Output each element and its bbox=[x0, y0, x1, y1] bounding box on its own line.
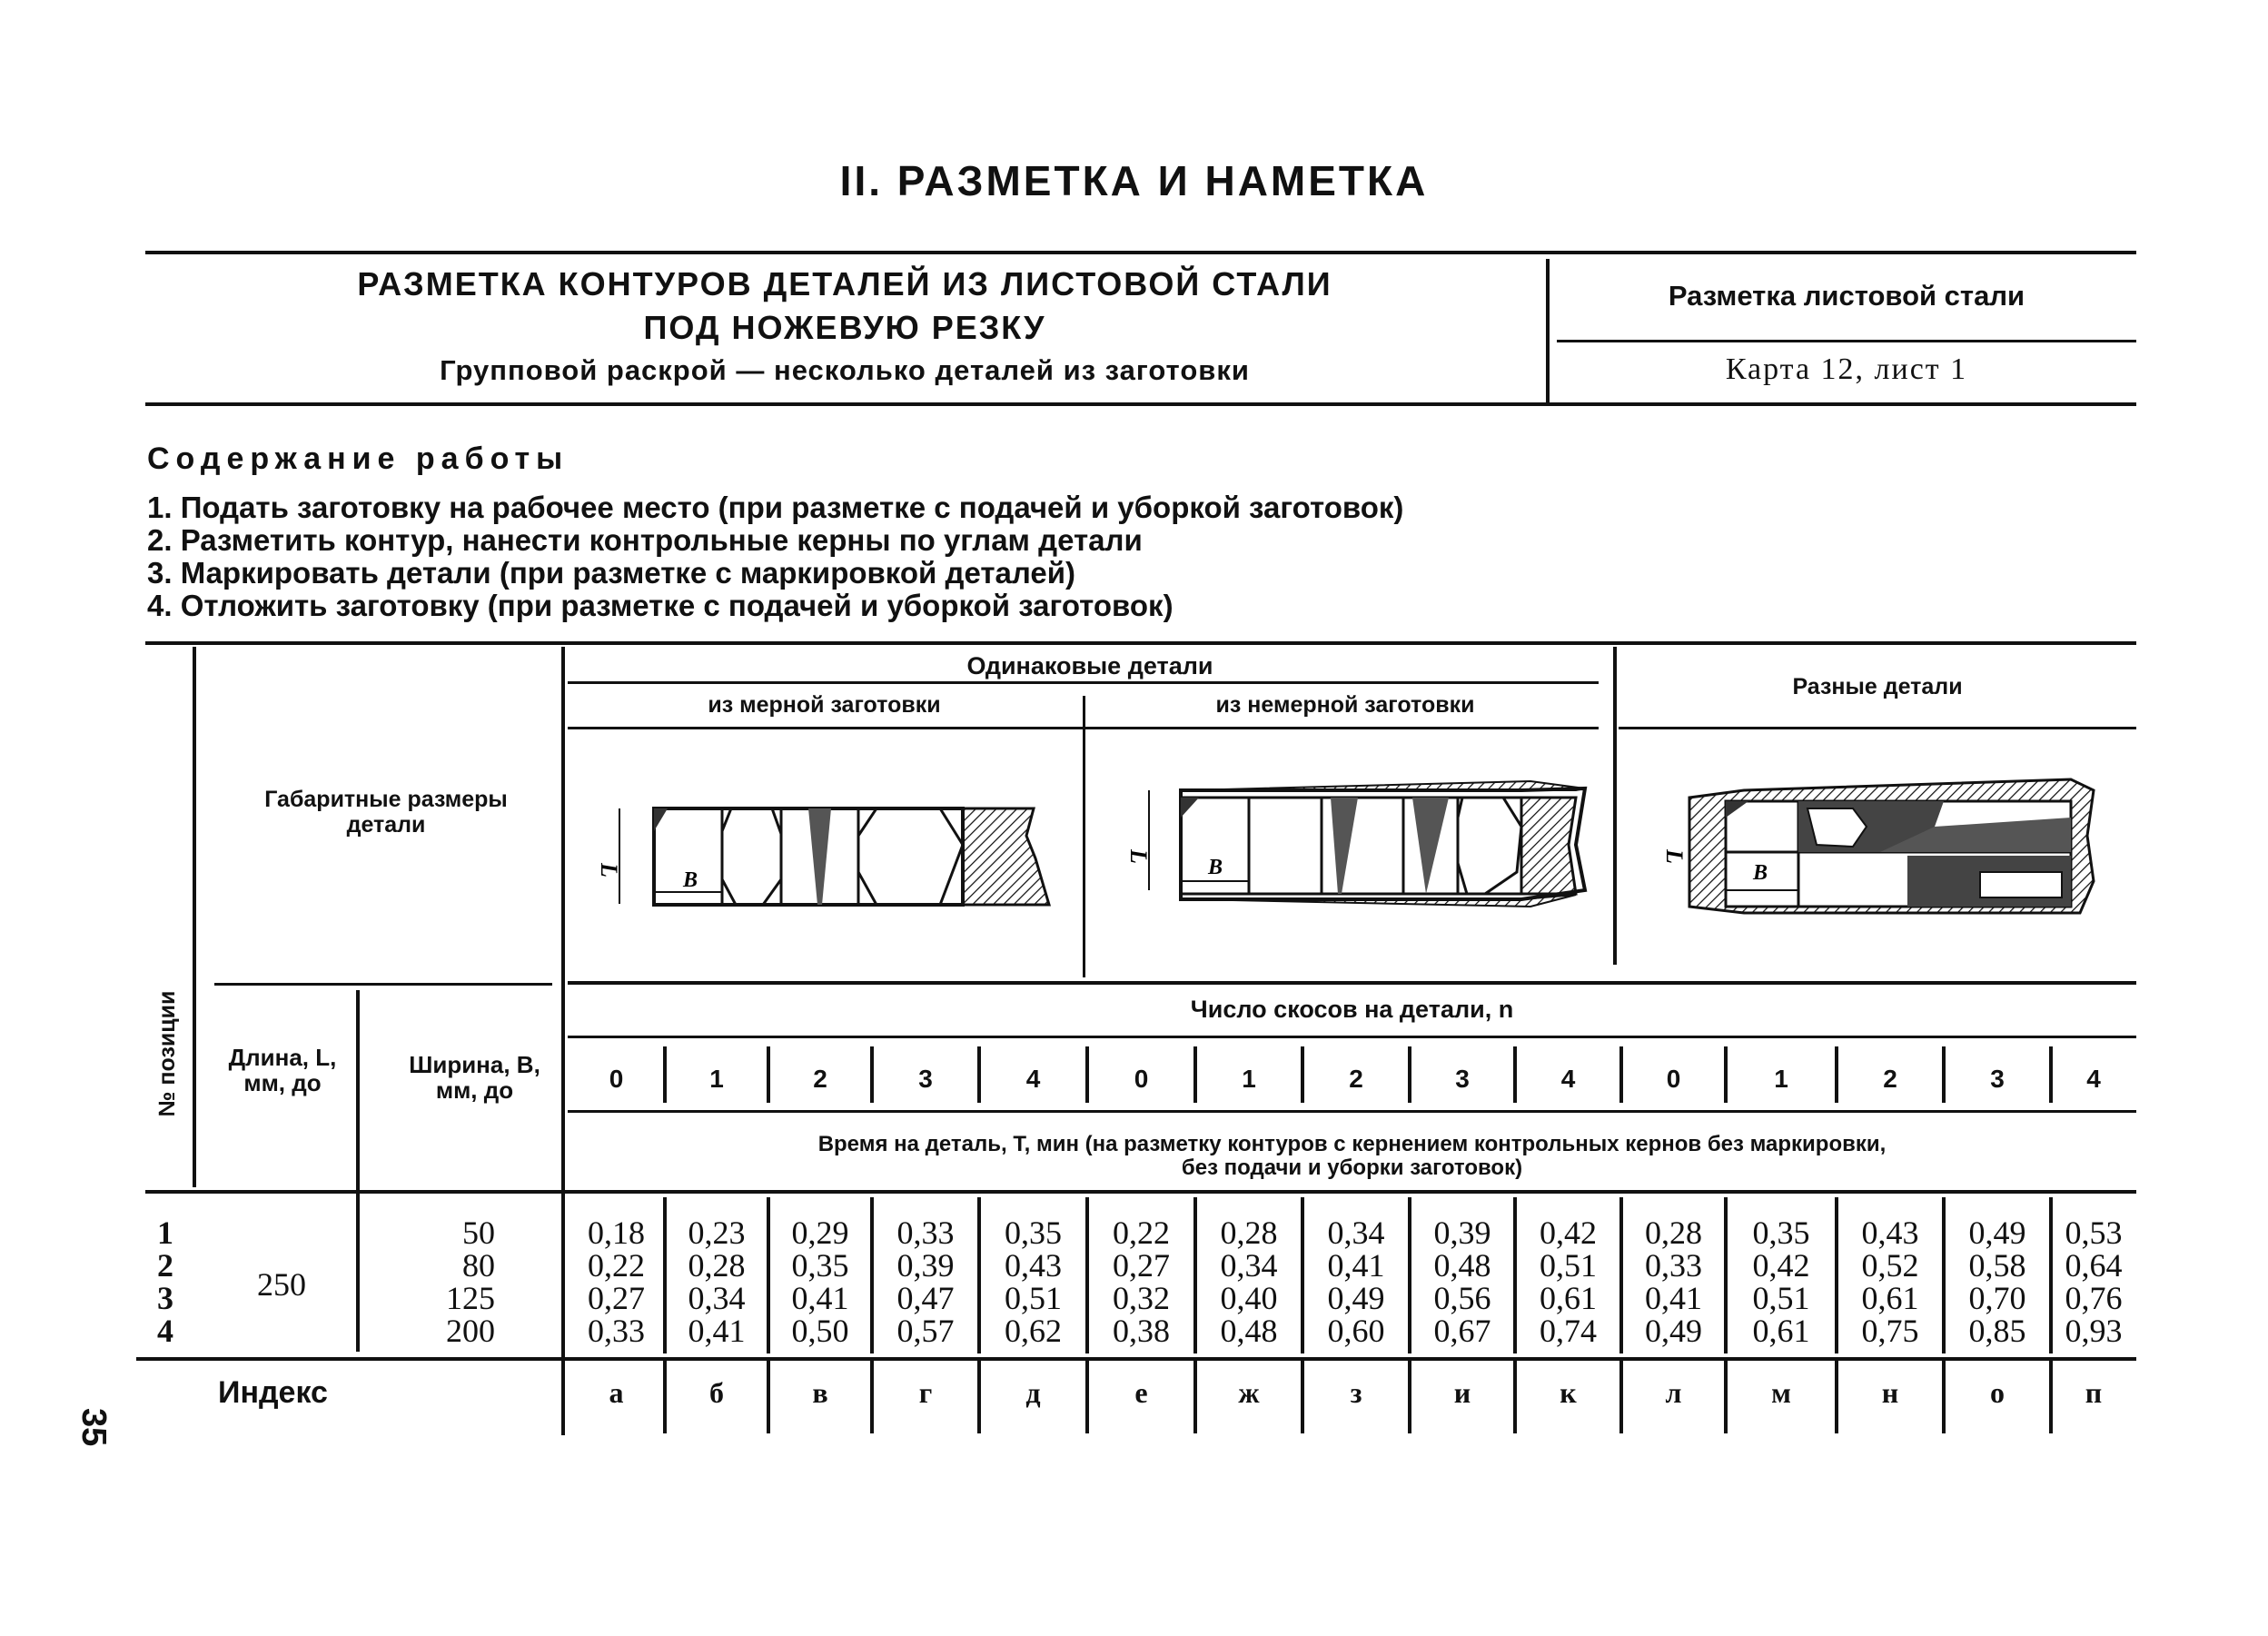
time-value: 0,43 bbox=[1861, 1215, 1919, 1251]
position-number: 2 bbox=[157, 1247, 173, 1284]
time-value: 0,28 bbox=[688, 1247, 746, 1284]
index-letter: б bbox=[709, 1376, 724, 1409]
bevel-count: 3 bbox=[1990, 1065, 2005, 1093]
index-letter: а bbox=[609, 1376, 624, 1409]
time-value: 0,22 bbox=[588, 1247, 645, 1284]
group-different: Разные детали bbox=[1792, 674, 1963, 699]
position-number: 4 bbox=[157, 1313, 173, 1349]
header-top-rule bbox=[145, 251, 2136, 254]
time-value: 0,41 bbox=[1645, 1280, 1702, 1316]
time-value: 0,51 bbox=[1005, 1280, 1062, 1316]
group-unmeasured: из немерной заготовки bbox=[1215, 692, 1475, 718]
time-value: 0,47 bbox=[896, 1280, 955, 1316]
work-item-4: 4. Отложить заготовку (при разметке с подачей и уборкой заготовок) bbox=[147, 589, 1174, 622]
index-letter: г bbox=[918, 1376, 933, 1409]
header-right-rule bbox=[1557, 340, 2136, 342]
bevel-count: 4 bbox=[1560, 1065, 1576, 1093]
bevels-mid-rule bbox=[568, 1036, 2136, 1038]
time-value: 0,49 bbox=[1968, 1215, 2026, 1251]
time-value: 0,34 bbox=[1327, 1215, 1385, 1251]
bevels-label: Число скосов на детали, n bbox=[1190, 996, 1514, 1023]
index-divider bbox=[1301, 1361, 1304, 1433]
index-letter: д bbox=[1025, 1376, 1041, 1409]
time-value: 0,40 bbox=[1220, 1280, 1278, 1316]
time-value: 0,60 bbox=[1327, 1313, 1385, 1349]
time-value: 0,62 bbox=[1005, 1313, 1062, 1349]
index-divider bbox=[1513, 1361, 1517, 1433]
index-divider bbox=[1835, 1361, 1838, 1433]
index-divider bbox=[1408, 1361, 1411, 1433]
time-value: 0,58 bbox=[1968, 1247, 2026, 1284]
svg-text:L: L bbox=[1661, 849, 1688, 864]
time-value: 0,33 bbox=[1645, 1247, 1702, 1284]
time-value: 0,28 bbox=[1645, 1215, 1702, 1251]
bevel-count: 3 bbox=[1455, 1065, 1470, 1093]
index-letter: к bbox=[1560, 1376, 1577, 1409]
time-value: 0,35 bbox=[1005, 1215, 1062, 1251]
header-divider bbox=[1546, 259, 1550, 404]
bevel-divider bbox=[870, 1046, 874, 1103]
bevel-divider bbox=[1408, 1046, 1411, 1103]
group-measured: из мерной заготовки bbox=[708, 692, 941, 718]
work-item-3: 3. Маркировать детали (при разметке с маркировкой деталей) bbox=[147, 556, 1076, 590]
bevel-count: 2 bbox=[1349, 1065, 1363, 1093]
bevel-count: 0 bbox=[1134, 1065, 1149, 1093]
time-value: 0,74 bbox=[1540, 1313, 1597, 1349]
width-value: 80 bbox=[462, 1247, 495, 1284]
time-value: 0,48 bbox=[1433, 1247, 1491, 1284]
time-value: 0,42 bbox=[1752, 1247, 1810, 1284]
bevel-divider bbox=[1835, 1046, 1838, 1103]
index-letter: м bbox=[1771, 1376, 1791, 1409]
time-value: 0,41 bbox=[688, 1313, 746, 1349]
table-top-rule bbox=[145, 641, 2136, 645]
time-value: 0,61 bbox=[1540, 1280, 1597, 1316]
time-value: 0,41 bbox=[1327, 1247, 1385, 1284]
time-value: 0,39 bbox=[1433, 1215, 1491, 1251]
bevel-count: 1 bbox=[1242, 1065, 1256, 1093]
time-value: 0,61 bbox=[1861, 1280, 1919, 1316]
index-divider bbox=[767, 1361, 770, 1433]
index-label: Индекс bbox=[218, 1375, 328, 1410]
bevels-bottom-rule bbox=[568, 1110, 2136, 1113]
bevel-count: 2 bbox=[1883, 1065, 1897, 1093]
index-divider bbox=[1724, 1361, 1728, 1433]
col-width: Ширина, В, мм, до bbox=[409, 1051, 540, 1104]
work-item-1: 1. Подать заготовку на рабочее место (при разметке с подачей и уборкой заготовок) bbox=[147, 491, 1404, 524]
time-value: 0,48 bbox=[1220, 1313, 1278, 1349]
index-letter: ж bbox=[1238, 1376, 1260, 1409]
col-position: № позиции bbox=[154, 990, 180, 1117]
time-value: 0,35 bbox=[1752, 1215, 1810, 1251]
bevel-count: 1 bbox=[709, 1065, 724, 1093]
time-value: 0,32 bbox=[1113, 1280, 1170, 1316]
time-value: 0,64 bbox=[2065, 1247, 2123, 1284]
index-letter: н bbox=[1881, 1376, 1899, 1409]
col-dimensions: Габаритные размеры детали bbox=[264, 787, 508, 838]
bevel-divider bbox=[1193, 1046, 1197, 1103]
index-letter: е bbox=[1134, 1376, 1148, 1409]
bevel-divider bbox=[2049, 1046, 2053, 1103]
time-value: 0,76 bbox=[2065, 1280, 2123, 1316]
header-bottom-rule bbox=[145, 402, 2136, 406]
bevel-count: 2 bbox=[813, 1065, 827, 1093]
time-value: 0,33 bbox=[896, 1215, 955, 1251]
time-value: 0,57 bbox=[896, 1313, 955, 1349]
bevel-divider bbox=[1513, 1046, 1517, 1103]
bevel-divider bbox=[977, 1046, 981, 1103]
svg-text:L: L bbox=[1125, 849, 1152, 864]
time-value: 0,41 bbox=[791, 1280, 849, 1316]
bevel-count: 1 bbox=[1774, 1065, 1788, 1093]
index-letter: п bbox=[2085, 1376, 2103, 1409]
time-value: 0,38 bbox=[1113, 1313, 1170, 1349]
time-value: 0,22 bbox=[1113, 1215, 1170, 1251]
time-value: 0,27 bbox=[588, 1280, 645, 1316]
group-sub-rule bbox=[568, 727, 1599, 729]
index-divider bbox=[870, 1361, 874, 1433]
index-letter: о bbox=[1990, 1376, 2005, 1409]
time-value: 0,50 bbox=[791, 1313, 849, 1349]
time-value: 0,29 bbox=[791, 1215, 849, 1251]
page-number: 35 bbox=[74, 1408, 113, 1447]
index-divider bbox=[2049, 1361, 2053, 1433]
table-vline-dims bbox=[561, 647, 565, 1435]
data-top-rule bbox=[145, 1190, 2136, 1194]
header-title-line1: РАЗМЕТКА КОНТУРОВ ДЕТАЛЕЙ ИЗ ЛИСТОВОЙ СТАЛИ bbox=[357, 265, 1332, 302]
bevel-count: 0 bbox=[1666, 1065, 1681, 1093]
group-same: Одинаковые детали bbox=[966, 652, 1213, 679]
time-value: 0,51 bbox=[1540, 1247, 1597, 1284]
index-divider bbox=[1193, 1361, 1197, 1433]
table-vline-group bbox=[1613, 647, 1617, 965]
group-same-rule bbox=[568, 681, 1599, 684]
section-title: II. РАЗМЕТКА И НАМЕТКА bbox=[839, 157, 1429, 204]
width-value: 50 bbox=[462, 1215, 495, 1251]
time-label-line1: Время на деталь, Т, мин (на разметку контуров с кернением контрольных кернов без маркировки, bbox=[817, 1132, 1887, 1156]
time-value: 0,75 bbox=[1861, 1313, 1919, 1349]
bevel-count: 0 bbox=[609, 1065, 624, 1093]
index-divider bbox=[1942, 1361, 1946, 1433]
bevel-divider bbox=[1942, 1046, 1946, 1103]
time-value: 0,67 bbox=[1433, 1313, 1491, 1349]
time-value: 0,33 bbox=[588, 1313, 645, 1349]
time-value: 0,49 bbox=[1645, 1313, 1702, 1349]
index-divider bbox=[1085, 1361, 1089, 1433]
length-value: 250 bbox=[257, 1266, 306, 1303]
time-label-line2: без подачи и уборки заготовок) bbox=[1181, 1155, 1523, 1180]
bevel-divider bbox=[767, 1046, 770, 1103]
position-number: 3 bbox=[157, 1280, 173, 1316]
time-value: 0,93 bbox=[2065, 1313, 2123, 1349]
col-length: Длина, L, мм, до bbox=[228, 1044, 337, 1096]
time-value: 0,34 bbox=[1220, 1247, 1278, 1284]
time-value: 0,70 bbox=[1968, 1280, 2026, 1316]
time-value: 0,23 bbox=[688, 1215, 746, 1251]
bevel-divider bbox=[1301, 1046, 1304, 1103]
width-value: 125 bbox=[446, 1280, 495, 1316]
time-value: 0,51 bbox=[1752, 1280, 1810, 1316]
width-value: 200 bbox=[446, 1313, 495, 1349]
time-value: 0,43 bbox=[1005, 1247, 1062, 1284]
bevel-divider bbox=[1085, 1046, 1089, 1103]
time-value: 0,35 bbox=[791, 1247, 849, 1284]
time-value: 0,27 bbox=[1113, 1247, 1170, 1284]
diagram-unmeasured bbox=[1104, 772, 1594, 917]
diagram-letter-l: L bbox=[596, 863, 622, 877]
svg-text:B: B bbox=[1753, 861, 1768, 885]
header-card: Карта 12, лист 1 bbox=[1725, 352, 1968, 386]
bevel-count: 4 bbox=[1025, 1065, 1041, 1093]
bevel-divider bbox=[1724, 1046, 1728, 1103]
diagram-different bbox=[1635, 772, 2125, 936]
bevel-divider bbox=[1619, 1046, 1623, 1103]
diagram-letter-b: B bbox=[683, 868, 698, 892]
time-value: 0,39 bbox=[896, 1247, 955, 1284]
diagram-measured bbox=[581, 781, 1072, 927]
index-letter: и bbox=[1453, 1376, 1471, 1409]
time-value: 0,85 bbox=[1968, 1313, 2026, 1349]
work-item-2: 2. Разметить контур, нанести контрольные керны по углам детали bbox=[147, 523, 1143, 557]
header-title-line2: ПОД НОЖЕВУЮ РЕЗКУ bbox=[643, 309, 1046, 346]
time-value: 0,61 bbox=[1752, 1313, 1810, 1349]
time-value: 0,34 bbox=[688, 1280, 746, 1316]
table-vline-pos bbox=[193, 647, 196, 1187]
time-value: 0,42 bbox=[1540, 1215, 1597, 1251]
group-diff-rule bbox=[1619, 727, 2136, 729]
index-letter: в bbox=[812, 1376, 828, 1409]
table-vline-same bbox=[1083, 696, 1085, 977]
header-subtitle: Групповой раскрой — несколько деталей из заготовки bbox=[440, 354, 1250, 386]
bevel-count: 3 bbox=[918, 1065, 933, 1093]
time-value: 0,53 bbox=[2065, 1215, 2123, 1251]
work-heading: Содержание работы bbox=[147, 441, 569, 476]
index-letter: з bbox=[1350, 1376, 1362, 1409]
time-value: 0,28 bbox=[1220, 1215, 1278, 1251]
header-category: Разметка листовой стали bbox=[1668, 280, 2025, 312]
time-value: 0,18 bbox=[588, 1215, 645, 1251]
index-letter: л bbox=[1665, 1376, 1682, 1409]
index-divider bbox=[1619, 1361, 1623, 1433]
time-value: 0,49 bbox=[1327, 1280, 1385, 1316]
index-divider bbox=[663, 1361, 667, 1433]
bevel-count: 4 bbox=[2086, 1065, 2101, 1093]
index-divider bbox=[977, 1361, 981, 1433]
bevels-top-rule bbox=[568, 981, 2136, 985]
dims-rule bbox=[214, 983, 552, 986]
table-vline-lw bbox=[356, 990, 360, 1352]
index-left-divider bbox=[561, 1361, 565, 1433]
bevel-divider bbox=[663, 1046, 667, 1103]
time-value: 0,56 bbox=[1433, 1280, 1491, 1316]
svg-text:B: B bbox=[1208, 856, 1223, 879]
position-number: 1 bbox=[157, 1215, 173, 1251]
time-value: 0,52 bbox=[1861, 1247, 1919, 1284]
